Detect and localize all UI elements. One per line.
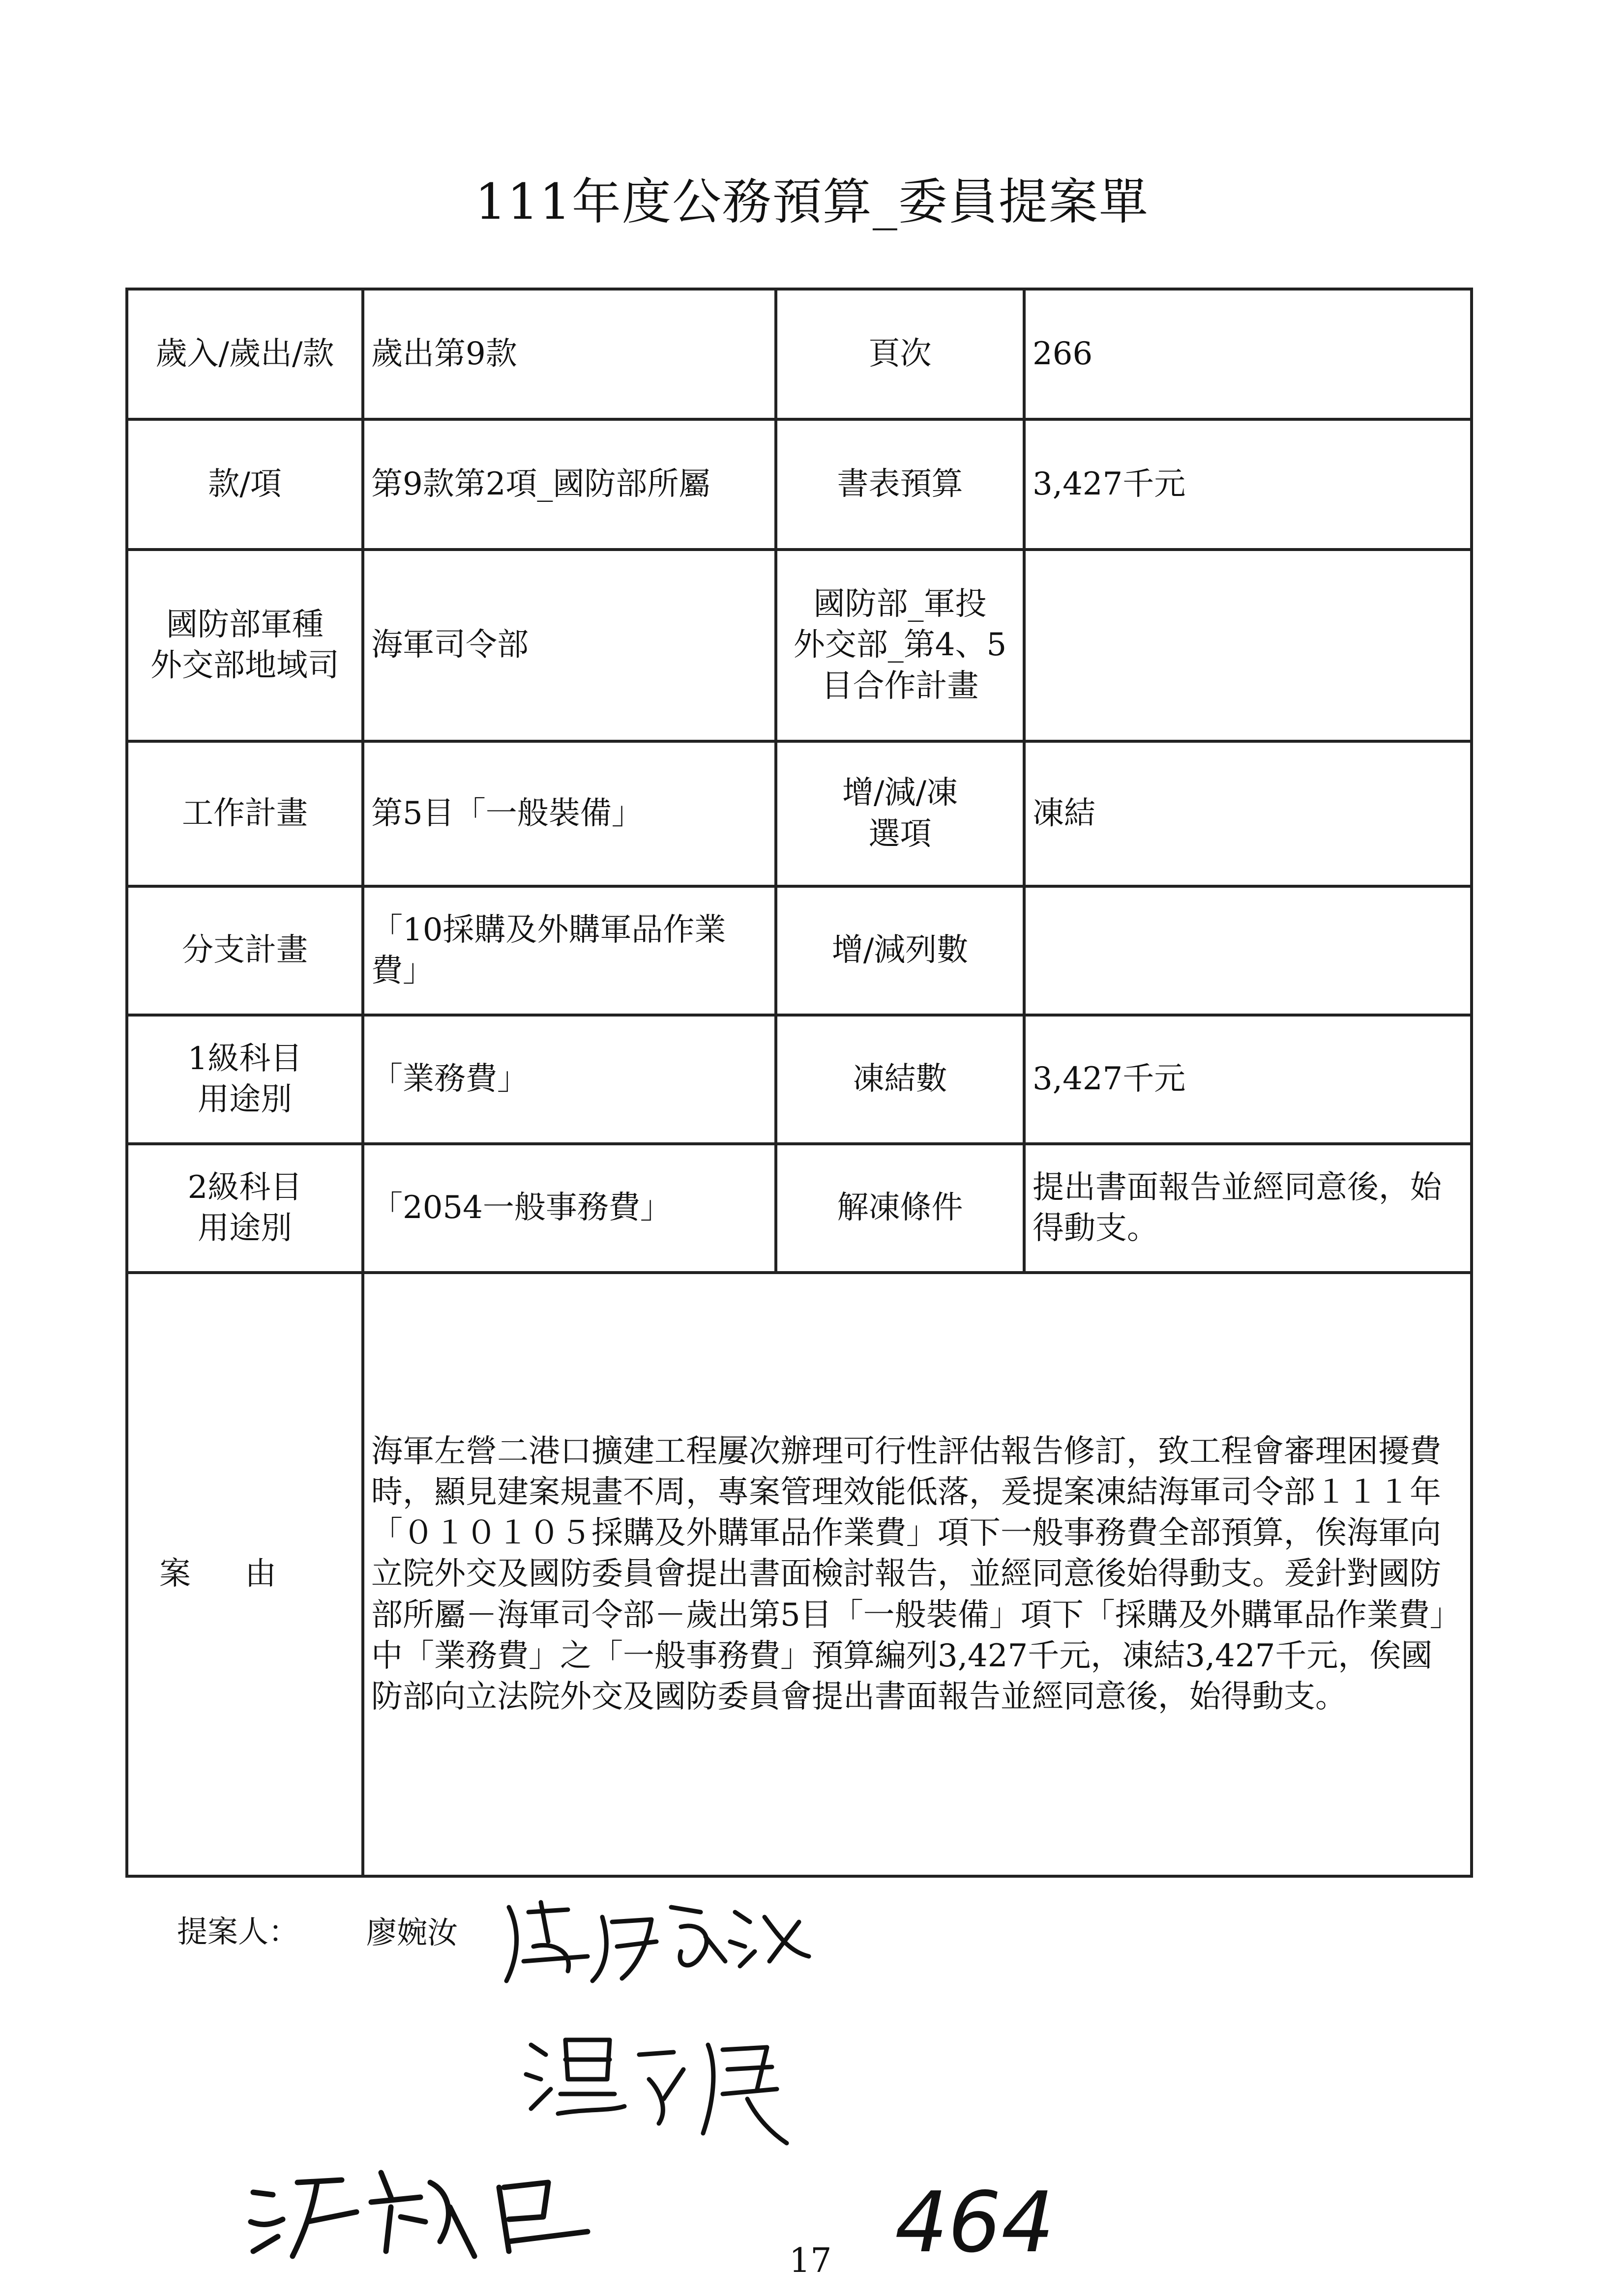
label-military-branch-line: 國防部軍種: [166, 606, 324, 643]
signature-3: [243, 2153, 627, 2266]
proposer-name: 廖婉汝: [366, 1915, 458, 1950]
value-statement-budget: 3,427千元: [1024, 419, 1472, 550]
signature-1: [494, 1892, 819, 1986]
label-level1-subject: [127, 1015, 363, 1144]
proposer-label: 提案人：: [177, 1914, 299, 1949]
value-branch-plan: 「10採購及外購軍品作業費」: [363, 886, 776, 1015]
form-title: 111年度公務預算_委員提案單: [475, 173, 1149, 231]
label-military-branch: [127, 550, 363, 741]
value-level2-subject: 「2054一般事務費」: [363, 1144, 776, 1273]
label-military-branch-line: 外交部地域司: [150, 647, 339, 684]
value-page-no: 266: [1024, 289, 1472, 419]
label-adjust-amount: 增/減列數: [776, 886, 1024, 1015]
value-unfreeze-condition: 提出書面報告並經同意後，始得動支。: [1024, 1144, 1472, 1273]
value-section-item: 第9款第2項_國防部所屬: [363, 419, 776, 550]
value-frozen-amount: 3,427千元: [1024, 1015, 1472, 1144]
value-military-branch: 海軍司令部: [363, 550, 776, 741]
value-adjust-option: 凍結: [1024, 741, 1472, 886]
row-work-plan: [127, 741, 1472, 886]
label-adjust-option-line: 選項: [868, 815, 932, 852]
label-cooperation-plan-line: 國防部_軍投: [813, 586, 987, 623]
handwritten-number: [895, 2182, 1072, 2281]
label-adjust-option-line: 增/減/凍: [842, 775, 958, 812]
row-military-branch: [127, 550, 1472, 741]
label-unfreeze-condition: 解凍條件: [776, 1144, 1024, 1273]
row-reason: [127, 1273, 1472, 1876]
label-budget-category: 歲入/歲出/款: [127, 289, 363, 419]
label-frozen-amount: 凍結數: [776, 1015, 1024, 1144]
label-level2-subject-line: 用途別: [198, 1210, 292, 1247]
label-level1-subject-line: 1級科目: [187, 1040, 302, 1077]
page-number: 17: [789, 2241, 832, 2280]
label-section-item: 款/項: [127, 419, 363, 550]
row-level2-subject: [127, 1144, 1472, 1273]
label-branch-plan: 分支計畫: [127, 886, 363, 1015]
value-cooperation-plan: [1024, 550, 1472, 741]
row-branch-plan: [127, 886, 1472, 1015]
signature-2: [511, 2025, 816, 2153]
reason-text: 海軍左營二港口擴建工程屢次辦理可行性評估報告修訂，致工程會審理困擾費時，顯見建案規畫不周，專案管理效能低落，爰提案凍結海軍司令部１１１年「０１０１０５採購及外購軍品作業費」項下一般事務費全部預算，俟海軍向立院外交及國防委員會提出書面檢討報告，並經同意後始得動支。爰針對國防部所屬－海軍司令部－歲出第5目「一般裝備」項下「採購及外購軍品作業費」中「業務費」之「一般事務費」預算編列3,427千元，凍結3,427千元，俟國防部向立法院外交及國防委員會提出書面報告並經同意後，始得動支。: [363, 1273, 1472, 1876]
label-cooperation-plan: [776, 550, 1024, 741]
label-work-plan: 工作計畫: [127, 741, 363, 886]
value-work-plan: 第5目「一般裝備」: [363, 741, 776, 886]
label-cooperation-plan-line: 目合作計畫: [821, 668, 979, 704]
label-level2-subject: [127, 1144, 363, 1273]
label-cooperation-plan-line: 外交部_第4、5: [793, 627, 1007, 664]
label-page-no: 頁次: [776, 289, 1024, 419]
value-adjust-amount: [1024, 886, 1472, 1015]
label-reason: 案由: [127, 1273, 363, 1876]
label-statement-budget: 書表預算: [776, 419, 1024, 550]
row-level1-subject: [127, 1015, 1472, 1144]
label-level2-subject-line: 2級科目: [187, 1169, 302, 1206]
value-level1-subject: 「業務費」: [363, 1015, 776, 1144]
label-level1-subject-line: 用途別: [198, 1081, 292, 1118]
value-budget-category: 歲出第9款: [363, 289, 776, 419]
label-adjust-option: [776, 741, 1024, 886]
proposal-form-table: [125, 288, 1473, 1878]
row-section-item: [127, 419, 1472, 550]
row-budget-category: [127, 289, 1472, 419]
handwritten-number-text: 464: [895, 2182, 1055, 2271]
